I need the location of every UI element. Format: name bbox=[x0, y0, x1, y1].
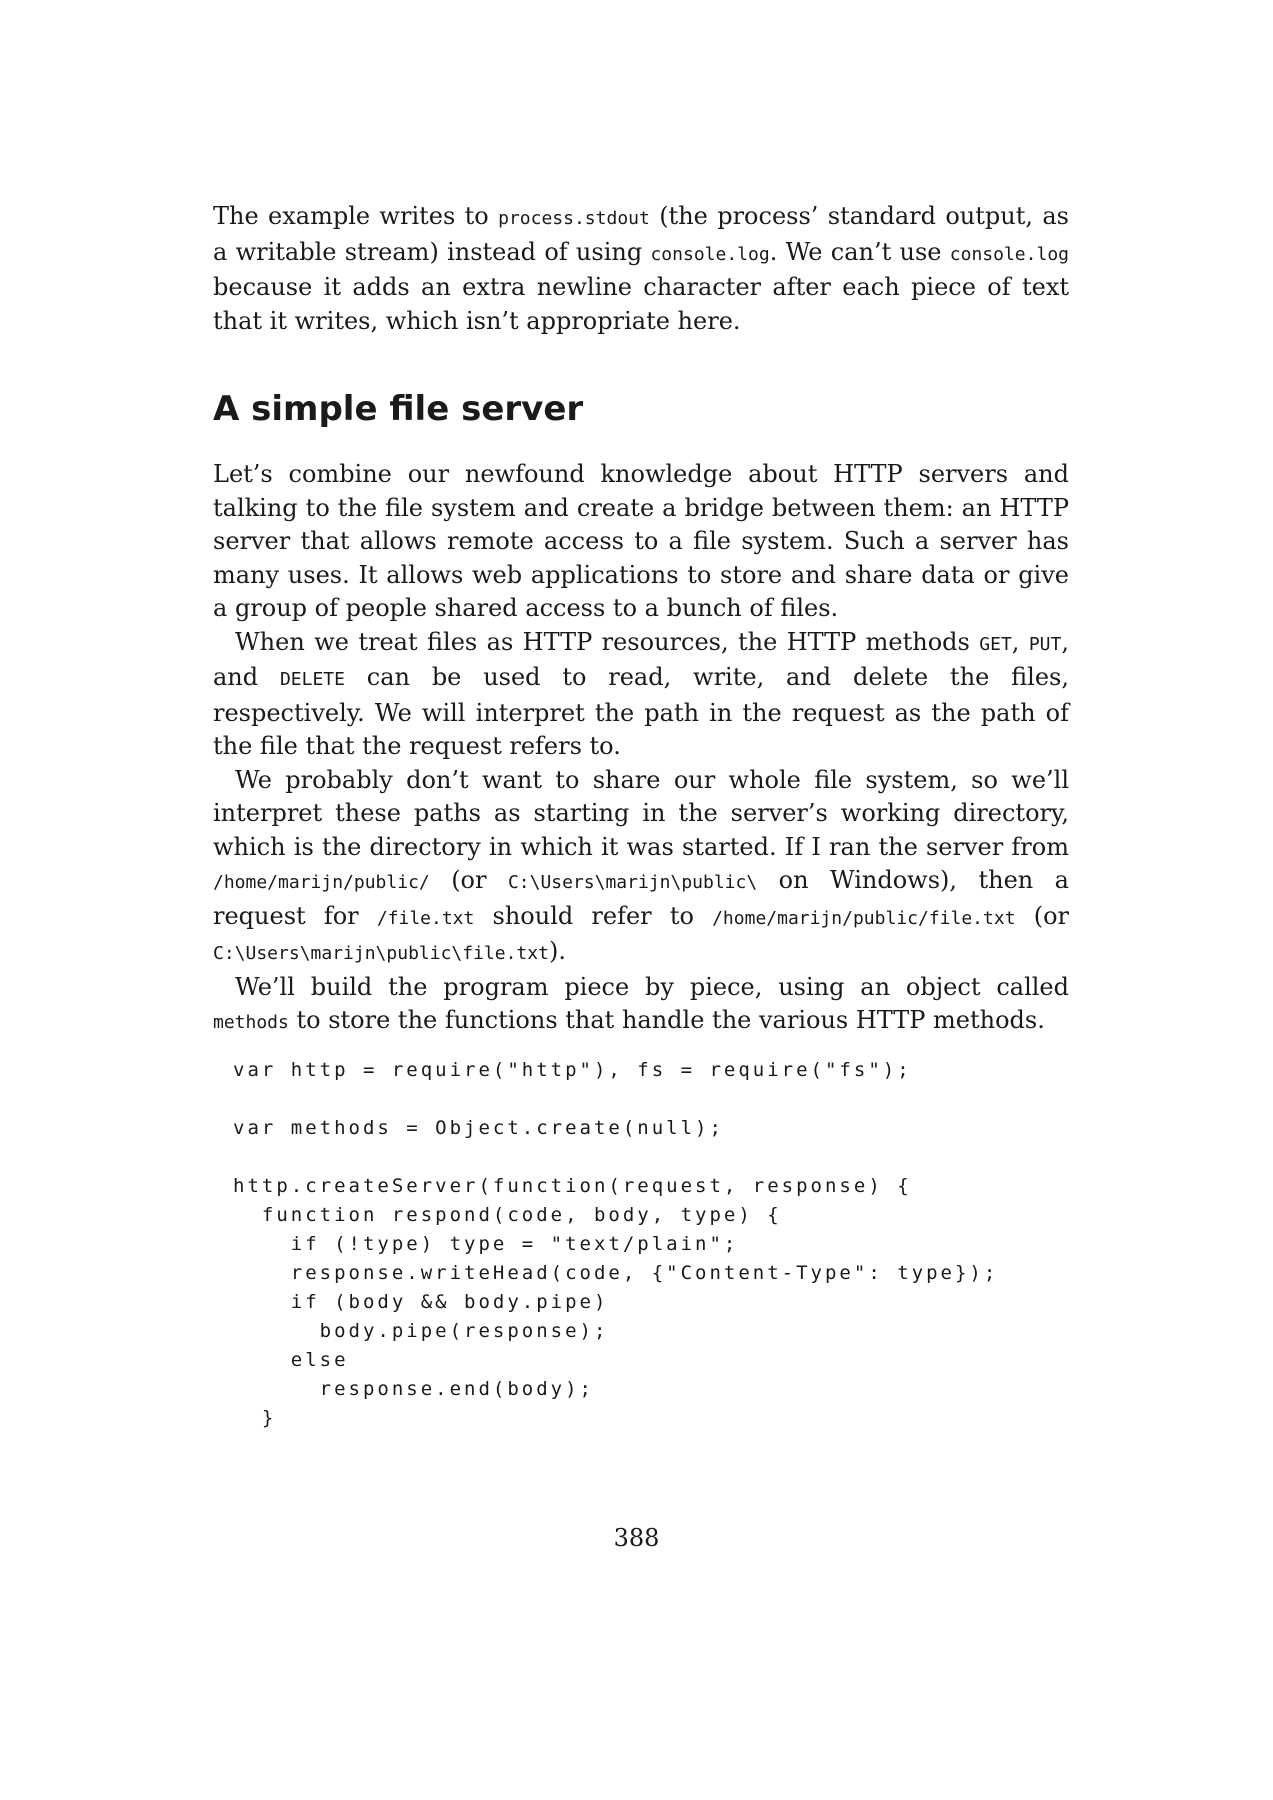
body-paragraph bbox=[213, 626, 1077, 764]
inline-code: PUT bbox=[1028, 633, 1062, 655]
text-segment: because it adds an extra newline character after each piece of text that it writes, which isn’t appropriate here. bbox=[213, 237, 1077, 335]
inline-code: DELETE bbox=[279, 669, 345, 690]
inline-code: process.stdout bbox=[498, 208, 650, 229]
text-segment: . We can’t use bbox=[769, 237, 950, 266]
code-line: } bbox=[233, 1406, 277, 1429]
text-segment: on Windows), then a request for bbox=[213, 866, 1077, 930]
inline-code: /home/marijn/public/file.txt bbox=[712, 907, 1016, 929]
intro-paragraph bbox=[213, 200, 1077, 338]
text-segment: can be used to read, write, and delete the files, respectively. We will interpret the path in the request as the path of the file that the request refers to. bbox=[213, 663, 1077, 760]
code-line: if (!type) type = "text/plain"; bbox=[233, 1232, 739, 1255]
text-segment: (or bbox=[429, 866, 508, 894]
code-line: var http = require("http"), fs = require("fs"); bbox=[233, 1058, 912, 1081]
inline-code: console.log bbox=[949, 243, 1069, 265]
text-segment: When we treat files as HTTP resources, the HTTP methods bbox=[235, 627, 980, 656]
code-line bbox=[233, 1085, 1069, 1114]
page-content bbox=[213, 200, 1077, 1433]
inline-code: C:\Users\marijn\public\ bbox=[507, 872, 758, 893]
page-number: 388 bbox=[613, 1524, 660, 1552]
section-heading: A simple file server bbox=[213, 389, 584, 429]
inline-code: /home/marijn/public/ bbox=[213, 872, 430, 893]
text-segment: ). bbox=[548, 937, 566, 965]
text-segment: should refer to bbox=[474, 901, 713, 930]
code-line: var methods = Object.create(null); bbox=[233, 1116, 724, 1139]
text-segment: We probably don’t want to share our whole file system, so we’ll interpret these paths as starting in the server’s working directory, which is the directory in which it was started. If I ran the server from bbox=[213, 765, 1077, 861]
text-segment: The example writes to bbox=[213, 202, 499, 230]
text-segment: , and bbox=[213, 627, 1077, 691]
code-line: http.createServer(function(request, response) { bbox=[233, 1174, 912, 1197]
code-line: else bbox=[233, 1348, 349, 1371]
text-segment: Let’s combine our newfound knowledge about HTTP servers and talking to the file system and create a bridge between them: an HTTP server that allows remote access to a file system. Such a server has many uses. It allows web applications to store and share data or give a group of people shared access to a bunch of files. bbox=[213, 460, 1077, 622]
code-line bbox=[233, 1143, 1069, 1172]
code-line: if (body && body.pipe) bbox=[233, 1290, 609, 1313]
text-segment: We’ll build the program piece by piece, using an object called bbox=[235, 972, 1077, 1001]
code-line: body.pipe(response); bbox=[233, 1319, 609, 1342]
body-paragraph bbox=[213, 764, 1077, 971]
code-listing bbox=[233, 1056, 1069, 1433]
inline-code: /file.txt bbox=[376, 907, 475, 929]
body-paragraph bbox=[213, 971, 1077, 1040]
code-line: response.writeHead(code, {"Content-Type": type}); bbox=[233, 1261, 999, 1284]
text-segment: , bbox=[1011, 627, 1029, 656]
inline-code: GET bbox=[979, 633, 1012, 655]
code-line: function respond(code, body, type) { bbox=[233, 1203, 782, 1226]
inline-code: console.log bbox=[650, 243, 770, 265]
text-segment: to store the functions that handle the various HTTP methods. bbox=[288, 1006, 1045, 1034]
body-paragraphs bbox=[213, 458, 1077, 1040]
text-segment: (or bbox=[1015, 901, 1077, 930]
code-line: response.end(body); bbox=[233, 1377, 594, 1400]
inline-code: methods bbox=[213, 1012, 289, 1033]
text-segment: (the process’ standard output, as a writable stream) instead of using bbox=[213, 202, 1077, 266]
body-paragraph bbox=[213, 458, 1077, 626]
inline-code: C:\Users\marijn\public\file.txt bbox=[213, 943, 549, 964]
